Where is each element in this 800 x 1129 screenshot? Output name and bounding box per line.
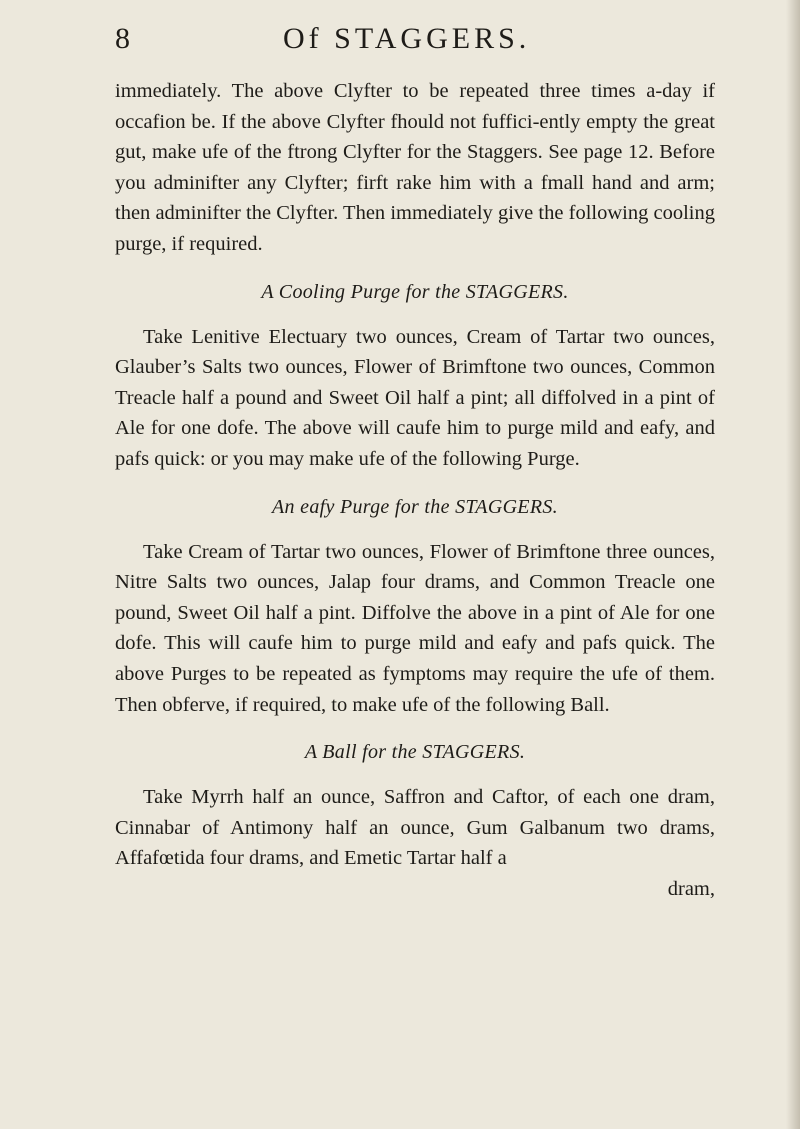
paragraph-easy-purge-recipe: Take Cream of Tartar two ounces, Flower of Brimftone three ounces, Nitre Salts two ounces, Jalap four drams, and Common Treacle one pound, Sweet Oil half a pint. Diffolve the above in a pint of Ale for one dofe. This will caufe him to purge mild and eafy and pafs quick. The above Purges to be repeated as fymptoms may require the ufe of them. Then obferve, if required, to make ufe of the following Ball. — [115, 540, 715, 716]
heading-ball: A Ball for the STAGGERS. — [304, 741, 526, 764]
running-head — [115, 22, 715, 62]
running-title: Of STAGGERS. — [283, 22, 531, 55]
page-edge-shadow — [786, 0, 800, 1129]
paragraph-ball-recipe: Take Myrrh half an ounce, Saffron and Caftor, of each one dram, Cinnabar of Antimony half an ounce, Gum Galbanum two drams, Affafœtida four drams, and Emetic Tartar half a — [115, 786, 715, 870]
paragraph-cooling-purge-recipe: Take Lenitive Electuary two ounces, Cream of Tartar two ounces, Glauber’s Salts two ounces, Flower of Brimftone two ounces, Common Treacle half a pound and Sweet Oil half a pint; all diffolved in a pint of Ale for one dofe. The above will caufe him to purge mild and eafy, and pafs quick: or you may make ufe of the following Purge. — [115, 325, 715, 470]
catchword: dram, — [667, 877, 715, 900]
page-number: 8 — [115, 22, 130, 55]
body-text — [115, 76, 715, 904]
heading-cooling-purge: A Cooling Purge for the STAGGERS. — [261, 280, 569, 303]
heading-easy-purge: An eafy Purge for the STAGGERS. — [272, 495, 558, 518]
paragraph-clyster-instructions: immediately. The above Clyfter to be repeated three times a-day if occafion be. If the above Clyfter fhould not fuffici-ently empty the great gut, make ufe of the ftrong Clyfter for the Staggers. See page 12. Before you adminifter any Clyfter; firft rake him with a fmall hand and arm; then adminifter the Clyfter. Then immediately give the following cooling purge, if required. — [115, 80, 715, 255]
